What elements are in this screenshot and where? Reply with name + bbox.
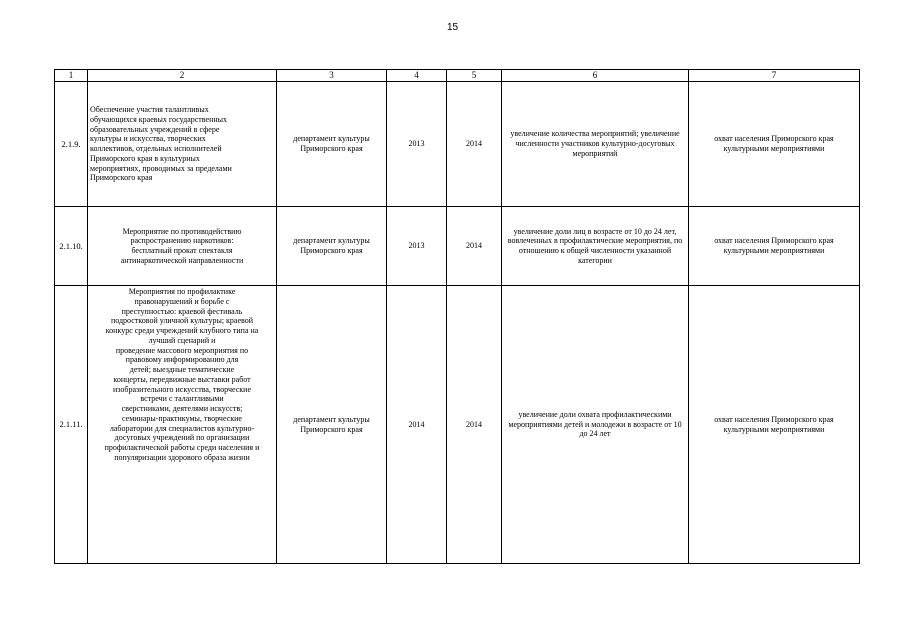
row-code: 2.1.9.	[55, 82, 88, 207]
row-activity-name: Обеспечение участия талантливых обучающихся краевых государственных образовательных учреждений в сфере культуры и искусства, творческих коллективов, отдельных исполнителей Приморского края в культурных мероприятиях, проводимых за пределами Приморского края	[88, 82, 277, 207]
table-row	[55, 286, 860, 564]
row-end-year: 2014	[447, 82, 502, 207]
column-header-6: 6	[502, 70, 689, 82]
activities-table	[54, 69, 860, 564]
row-expected-result: увеличение количества мероприятий; увеличение численности участников культурно-досуговых мероприятий	[502, 82, 689, 207]
row-code: 2.1.11.	[55, 286, 88, 564]
row-executor: департамент культуры Приморского края	[277, 82, 387, 207]
row-indicator: охват населения Приморского края культурными мероприятиями	[689, 82, 860, 207]
row-end-year: 2014	[447, 207, 502, 286]
column-header-7: 7	[689, 70, 860, 82]
table-row	[55, 207, 860, 286]
row-activity-name: Мероприятия по профилактике правонарушений и борьбе с преступностью: краевой фестиваль подростковой уличной культуры; краевой конкурс среди учреждений клубного типа на лучший сценарий и проведение массового мероприятия по правовому информированию для детей; выездные тематические концерты, передвижные выставки работ изобразительного искусства, творческие встречи с талантливыми сверстниками, деятелями искусств; семинары-практикумы, творческие лаборатории для специалистов культурно- досуговых учреждений по организации профилактической работы среди населения и популяризации здорового образа жизни	[88, 286, 277, 564]
row-executor: департамент культуры Приморского края	[277, 286, 387, 564]
column-header-5: 5	[447, 70, 502, 82]
header-row	[55, 70, 860, 82]
column-header-3: 3	[277, 70, 387, 82]
row-expected-result: увеличение доли лиц в возрасте от 10 до 24 лет, вовлеченных в профилактические мероприятия, по отношению к общей численности указанной категории	[502, 207, 689, 286]
row-start-year: 2013	[387, 207, 447, 286]
row-indicator: охват населения Приморского края культурными мероприятиями	[689, 286, 860, 564]
page-number: 15	[446, 22, 459, 33]
row-code: 2.1.10.	[55, 207, 88, 286]
table-row	[55, 82, 860, 207]
column-header-1: 1	[55, 70, 88, 82]
column-header-4: 4	[387, 70, 447, 82]
row-executor: департамент культуры Приморского края	[277, 207, 387, 286]
row-expected-result: увеличение доли охвата профилактическими мероприятиями детей и молодежи в возрасте от 10 до 24 лет	[502, 286, 689, 564]
row-start-year: 2013	[387, 82, 447, 207]
column-header-2: 2	[88, 70, 277, 82]
row-activity-name: Мероприятие по противодействию распространению наркотиков: бесплатный прокат спектакля антинаркотической направленности	[88, 207, 277, 286]
row-start-year: 2014	[387, 286, 447, 564]
row-indicator: охват населения Приморского края культурными мероприятиями	[689, 207, 860, 286]
row-end-year: 2014	[447, 286, 502, 564]
